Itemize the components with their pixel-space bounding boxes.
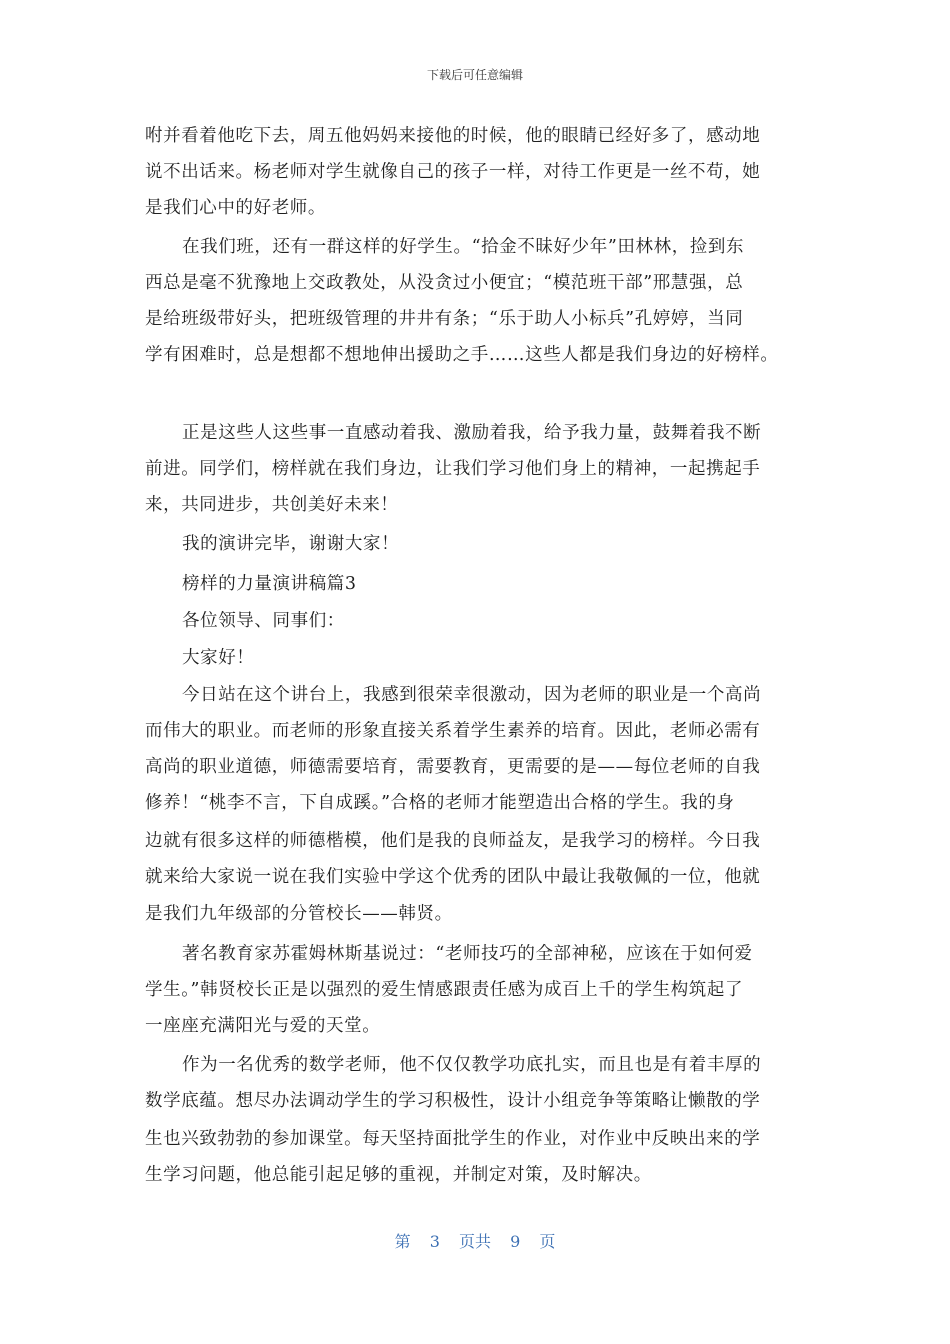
text-line: 高尚的职业道德，师德需要培育，需要教育，更需要的是——每位老师的自我: [145, 757, 761, 777]
text-line: 著名教育家苏霍姆林斯基说过：“老师技巧的全部神秘，应该在于如何爱: [182, 944, 753, 964]
text-line: 是给班级带好头，把班级管理的井井有条；“乐于助人小标兵”孔婷婷，当同: [145, 309, 744, 329]
text-line: 作为一名优秀的数学老师，他不仅仅教学功底扎实，而且也是有着丰厚的: [182, 1055, 762, 1075]
text-line: 而伟大的职业。而老师的形象直接关系着学生素养的培育。因此，老师必需有: [145, 721, 761, 741]
text-line: 一座座充满阳光与爱的天堂。: [145, 1016, 381, 1036]
text-line: 各位领导、同事们：: [182, 611, 345, 631]
text-line: 正是这些人这些事一直感动着我、激励着我，给予我力量，鼓舞着我不断: [182, 423, 762, 443]
page-header: 下载后可任意编辑: [426, 68, 523, 82]
text-line: 就来给大家说一说在我们实验中学这个优秀的团队中最让我敬佩的一位，他就: [145, 867, 761, 887]
text-line: 说不出话来。杨老师对学生就像自己的孩子一样，对待工作更是一丝不苟，她: [145, 162, 761, 182]
text-line: 我的演讲完毕，谢谢大家！: [182, 534, 400, 554]
text-line: 今日站在这个讲台上，我感到很荣幸很激动，因为老师的职业是一个高尚: [182, 685, 762, 705]
page-footer: 第 3 页共 9 页: [394, 1232, 556, 1251]
text-line: 修养！“桃李不言，下自成蹊。”合格的老师才能塑造出合格的学生。我的身: [145, 793, 735, 813]
text-line: 咐并看着他吃下去，周五他妈妈来接他的时候，他的眼睛已经好多了，感动地: [145, 126, 761, 146]
text-line: 是我们九年级部的分管校长——韩贤。: [145, 904, 453, 924]
text-line: 边就有很多这样的师德楷模，他们是我的良师益友，是我学习的榜样。今日我: [145, 831, 761, 851]
section-heading: 榜样的力量演讲稿篇3: [182, 574, 357, 594]
text-line: 在我们班，还有一群这样的好学生。“拾金不昧好少年”田林林，捡到东: [182, 237, 745, 257]
text-line: 西总是毫不犹豫地上交政教处，从没贪过小便宜；“模范班干部”邢慧强，总: [145, 273, 744, 293]
text-line: 前进。同学们，榜样就在我们身边，让我们学习他们身上的精神，一起携起手: [145, 459, 761, 479]
text-line: 学有困难时，总是想都不想地伸出援助之手……这些人都是我们身边的好榜样。: [145, 345, 779, 365]
text-line: 是我们心中的好老师。: [145, 198, 326, 218]
text-line: 数学底蕴。想尽办法调动学生的学习积极性，设计小组竞争等策略让懒散的学: [145, 1091, 761, 1111]
text-line: 学生。”韩贤校长正是以强烈的爱生情感跟责任感为成百上千的学生构筑起了: [145, 980, 744, 1000]
text-line: 生学习问题，他总能引起足够的重视，并制定对策，及时解决。: [145, 1165, 652, 1185]
text-line: 大家好！: [182, 648, 255, 668]
text-line: 生也兴致勃勃的参加课堂。每天坚持面批学生的作业，对作业中反映出来的学: [145, 1129, 761, 1149]
text-line: 来，共同进步，共创美好未来！: [145, 495, 399, 515]
